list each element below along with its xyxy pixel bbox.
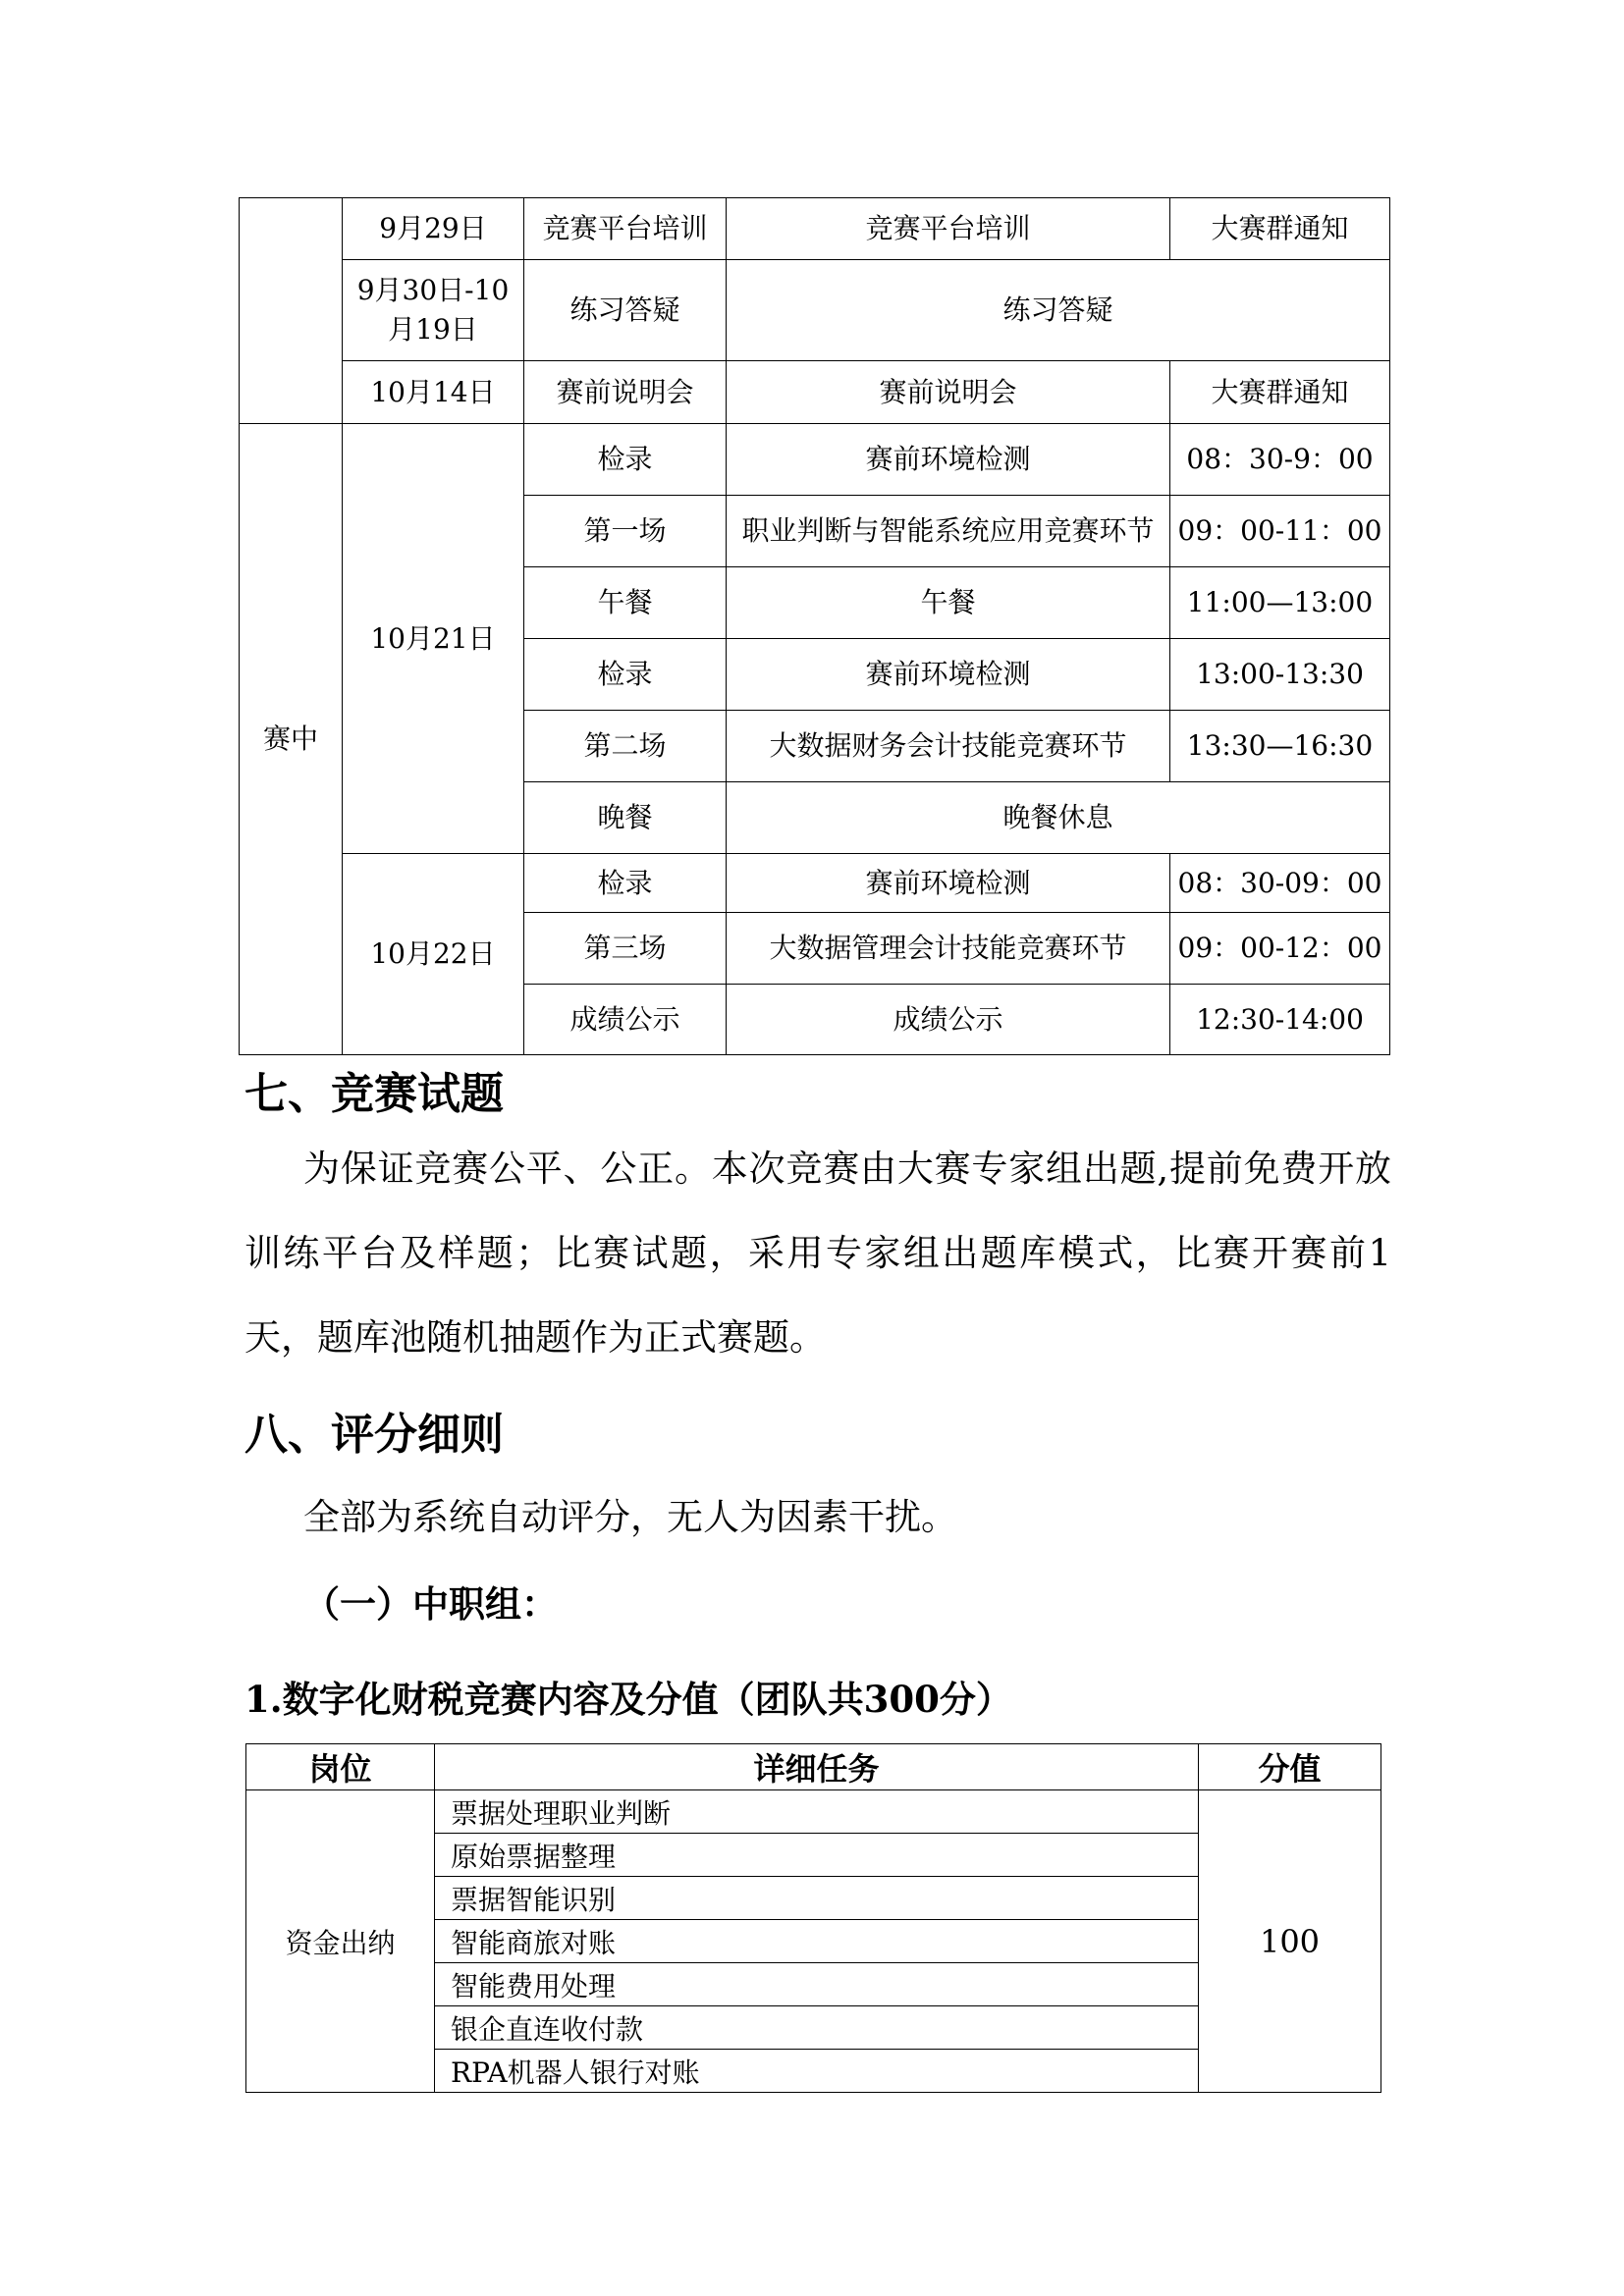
pre-phase-cell	[240, 198, 343, 424]
time-cell: 12:30-14:00	[1170, 985, 1390, 1055]
content-cell: 职业判断与智能系统应用竞赛环节	[727, 496, 1170, 567]
time-cell: 09：00-12：00	[1170, 913, 1390, 985]
note-cell: 大赛群通知	[1170, 198, 1390, 260]
item-cell: 赛前说明会	[524, 361, 727, 424]
table-title: 1.数字化财税竞赛内容及分值（团队共300分）	[244, 1678, 1012, 1721]
item-cell: 练习答疑	[524, 260, 727, 361]
content-cell: 练习答疑	[727, 260, 1390, 361]
content-cell: 晚餐休息	[727, 782, 1390, 854]
item-cell: 检录	[524, 424, 727, 496]
date-cell: 10月21日	[343, 424, 524, 854]
task-cell: 票据智能识别	[435, 1877, 1199, 1920]
note-cell: 大赛群通知	[1170, 361, 1390, 424]
header-score: 分值	[1199, 1744, 1381, 1790]
item-cell: 成绩公示	[524, 985, 727, 1055]
date-line: 9月30日-10	[356, 274, 510, 306]
item-cell: 第一场	[524, 496, 727, 567]
task-cell: 原始票据整理	[435, 1834, 1199, 1877]
task-cell: 银企直连收付款	[435, 2006, 1199, 2050]
content-cell: 竞赛平台培训	[727, 198, 1170, 260]
content-cell: 午餐	[727, 567, 1170, 639]
task-cell: 智能商旅对账	[435, 1920, 1199, 1963]
header-post: 岗位	[246, 1744, 435, 1790]
item-cell: 第二场	[524, 711, 727, 782]
date-cell	[343, 260, 524, 361]
item-cell: 竞赛平台培训	[524, 198, 727, 260]
content-cell: 赛前说明会	[727, 361, 1170, 424]
score-table	[245, 1743, 1381, 2093]
content-cell: 赛前环境检测	[727, 639, 1170, 711]
section-7-paragraph: 为保证竞赛公平、公正。本次竞赛由大赛专家组出题,提前免费开放训练平台及样题；比赛试题，采用专家组出题库模式，比赛开赛前1天，题库池随机抽题作为正式赛题。	[244, 1148, 1391, 1359]
section-8-paragraph: 全部为系统自动评分，无人为因素干扰。	[303, 1496, 957, 1538]
time-cell: 08：30-09：00	[1170, 854, 1390, 913]
date-cell: 10月14日	[343, 361, 524, 424]
time-cell: 13:00-13:30	[1170, 639, 1390, 711]
score-cell: 100	[1199, 1790, 1381, 2093]
content-cell: 赛前环境检测	[727, 854, 1170, 913]
section-7-title: 七、竞赛试题	[244, 1069, 504, 1119]
header-task: 详细任务	[435, 1744, 1199, 1790]
time-cell: 08：30-9：00	[1170, 424, 1390, 496]
date-line: 月19日	[388, 313, 478, 346]
post-cell: 资金出纳	[246, 1790, 435, 2093]
schedule-table	[239, 197, 1390, 1055]
phase-cell: 赛中	[240, 424, 343, 1055]
subsection-title: （一）中职组：	[303, 1583, 558, 1626]
date-cell: 10月22日	[343, 854, 524, 1055]
item-cell: 第三场	[524, 913, 727, 985]
time-cell: 11:00—13:00	[1170, 567, 1390, 639]
content-cell: 成绩公示	[727, 985, 1170, 1055]
content-cell: 大数据管理会计技能竞赛环节	[727, 913, 1170, 985]
task-cell: 票据处理职业判断	[435, 1790, 1199, 1834]
section-8-title: 八、评分细则	[244, 1410, 504, 1460]
item-cell: 检录	[524, 854, 727, 913]
item-cell: 午餐	[524, 567, 727, 639]
task-cell: 智能费用处理	[435, 1963, 1199, 2006]
item-cell: 检录	[524, 639, 727, 711]
content-cell: 赛前环境检测	[727, 424, 1170, 496]
task-cell: RPA机器人银行对账	[435, 2050, 1199, 2093]
item-cell: 晚餐	[524, 782, 727, 854]
time-cell: 09：00-11：00	[1170, 496, 1390, 567]
date-cell: 9月29日	[343, 198, 524, 260]
time-cell: 13:30—16:30	[1170, 711, 1390, 782]
content-cell: 大数据财务会计技能竞赛环节	[727, 711, 1170, 782]
